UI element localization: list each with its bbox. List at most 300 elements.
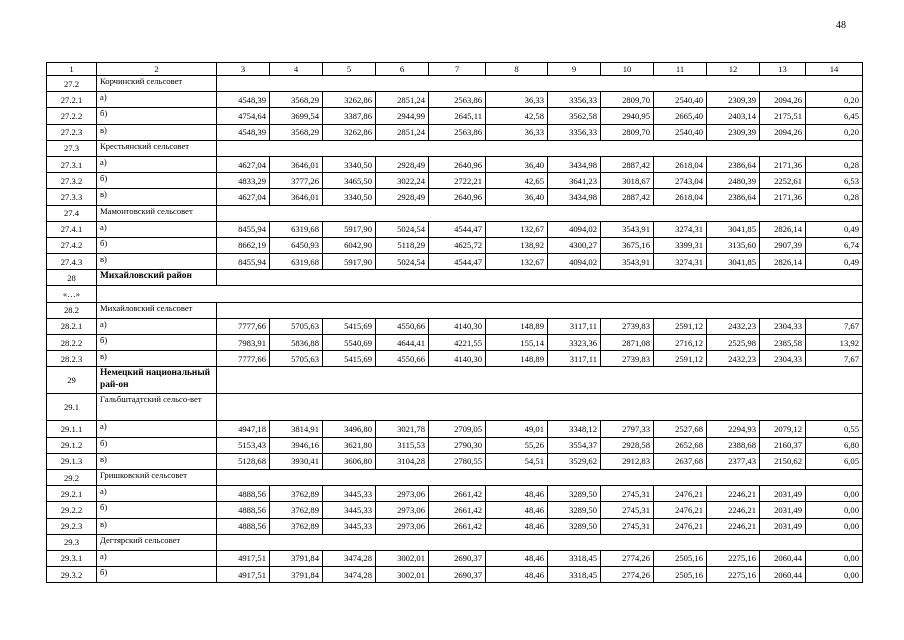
value-cell: 3543,91 xyxy=(601,254,654,270)
section-row-filler xyxy=(217,469,863,485)
row-code: 29.1.2 xyxy=(47,437,97,453)
table-row xyxy=(47,518,863,534)
value-cell: 48,46 xyxy=(486,567,548,583)
table-row xyxy=(47,124,863,140)
value-cell: 5836,88 xyxy=(270,335,323,351)
value-cell: 3777,26 xyxy=(270,173,323,189)
column-number-header: 4 xyxy=(270,63,323,76)
value-cell: 36,33 xyxy=(486,124,548,140)
value-cell: 2716,12 xyxy=(654,335,707,351)
value-cell: 132,67 xyxy=(486,221,548,237)
value-cell: 3117,11 xyxy=(548,351,601,367)
value-cell: 0,00 xyxy=(806,567,863,583)
value-cell: 3445,33 xyxy=(323,518,376,534)
value-cell: 3496,80 xyxy=(323,421,376,437)
value-cell: 49,01 xyxy=(486,421,548,437)
value-cell: 3274,31 xyxy=(654,254,707,270)
value-cell: 4625,72 xyxy=(429,237,486,253)
value-cell: 2171,36 xyxy=(760,156,806,172)
row-code: 28.2.1 xyxy=(47,318,97,334)
value-cell: 5153,43 xyxy=(217,437,270,453)
row-option-letter: а) xyxy=(97,550,217,566)
value-cell: 3646,01 xyxy=(270,189,323,205)
value-cell: 3762,89 xyxy=(270,502,323,518)
value-cell: 2432,23 xyxy=(707,351,760,367)
settlement-name: Крестьянский сельсовет xyxy=(97,140,217,156)
value-cell: 3340,50 xyxy=(323,156,376,172)
value-cell: 5128,68 xyxy=(217,453,270,469)
value-cell: 3474,28 xyxy=(323,550,376,566)
value-cell: 2690,37 xyxy=(429,567,486,583)
table-row xyxy=(47,173,863,189)
value-cell: 2907,39 xyxy=(760,237,806,253)
row-code: 27.3 xyxy=(47,140,97,156)
value-cell: 42,58 xyxy=(486,108,548,124)
section-row-filler xyxy=(217,205,863,221)
value-cell: 3274,31 xyxy=(654,221,707,237)
row-code: 28.2.3 xyxy=(47,351,97,367)
value-cell: 2309,39 xyxy=(707,124,760,140)
table-row xyxy=(47,550,863,566)
section-row xyxy=(47,534,863,550)
value-cell: 6,45 xyxy=(806,108,863,124)
value-cell: 2505,16 xyxy=(654,550,707,566)
table-row xyxy=(47,335,863,351)
column-number-header: 2 xyxy=(97,63,217,76)
row-code: 29.1.1 xyxy=(47,421,97,437)
value-cell: 5415,69 xyxy=(323,351,376,367)
district-row xyxy=(47,270,863,286)
row-code: 28.2.2 xyxy=(47,335,97,351)
row-option-letter: б) xyxy=(97,335,217,351)
value-cell: 2709,05 xyxy=(429,421,486,437)
value-cell: 2476,21 xyxy=(654,518,707,534)
value-cell: 2887,42 xyxy=(601,156,654,172)
value-cell: 155,14 xyxy=(486,335,548,351)
section-row-filler xyxy=(217,394,863,421)
value-cell: 4627,04 xyxy=(217,156,270,172)
value-cell: 4888,56 xyxy=(217,486,270,502)
value-cell: 5705,63 xyxy=(270,318,323,334)
row-code: 27.2 xyxy=(47,76,97,92)
value-cell: 3002,01 xyxy=(376,550,429,566)
value-cell: 2944,99 xyxy=(376,108,429,124)
value-cell: 4888,56 xyxy=(217,518,270,534)
value-cell: 3529,62 xyxy=(548,453,601,469)
value-cell: 3041,85 xyxy=(707,254,760,270)
value-cell: 5024,54 xyxy=(376,221,429,237)
row-code: 27.4.2 xyxy=(47,237,97,253)
value-cell: 6450,93 xyxy=(270,237,323,253)
row-option-letter: а) xyxy=(97,421,217,437)
value-cell: 2780,55 xyxy=(429,453,486,469)
section-row xyxy=(47,140,863,156)
value-cell: 2618,04 xyxy=(654,189,707,205)
row-code: 29 xyxy=(47,367,97,394)
value-cell: 6,80 xyxy=(806,437,863,453)
value-cell: 3814,91 xyxy=(270,421,323,437)
value-cell: 3646,01 xyxy=(270,156,323,172)
value-cell: 2525,98 xyxy=(707,335,760,351)
row-code: «…» xyxy=(47,286,97,302)
value-cell: 55,26 xyxy=(486,437,548,453)
row-option-letter: в) xyxy=(97,351,217,367)
value-cell: 3348,12 xyxy=(548,421,601,437)
district-name: Немецкий национальный рай-он xyxy=(97,367,217,394)
value-cell: 2246,21 xyxy=(707,486,760,502)
value-cell: 2640,96 xyxy=(429,156,486,172)
value-cell: 7,67 xyxy=(806,318,863,334)
value-cell: 2826,14 xyxy=(760,254,806,270)
value-cell: 6,74 xyxy=(806,237,863,253)
page-number: 48 xyxy=(836,20,846,31)
value-cell: 4300,27 xyxy=(548,237,601,253)
value-cell: 3762,89 xyxy=(270,486,323,502)
value-cell: 4140,30 xyxy=(429,351,486,367)
value-cell: 2094,26 xyxy=(760,92,806,108)
value-cell: 2928,49 xyxy=(376,156,429,172)
row-option-letter: в) xyxy=(97,254,217,270)
row-option-letter: б) xyxy=(97,567,217,583)
column-number-header: 11 xyxy=(654,63,707,76)
column-number-header: 3 xyxy=(217,63,270,76)
value-cell: 2739,83 xyxy=(601,318,654,334)
row-code: 29.3 xyxy=(47,534,97,550)
value-cell: 2060,44 xyxy=(760,567,806,583)
value-cell: 2294,93 xyxy=(707,421,760,437)
column-number-header: 8 xyxy=(486,63,548,76)
value-cell: 2031,49 xyxy=(760,486,806,502)
column-number-header: 10 xyxy=(601,63,654,76)
value-cell: 2851,24 xyxy=(376,92,429,108)
value-cell: 3606,80 xyxy=(323,453,376,469)
value-cell: 2661,42 xyxy=(429,518,486,534)
value-cell: 2652,68 xyxy=(654,437,707,453)
value-cell: 3399,31 xyxy=(654,237,707,253)
table-header-row xyxy=(47,63,863,76)
value-cell: 2745,31 xyxy=(601,518,654,534)
row-option-letter: а) xyxy=(97,156,217,172)
value-cell: 3445,33 xyxy=(323,486,376,502)
value-cell: 3791,84 xyxy=(270,567,323,583)
table-row xyxy=(47,318,863,334)
value-cell: 3699,54 xyxy=(270,108,323,124)
value-cell: 2540,40 xyxy=(654,92,707,108)
settlement-name: Гальбштадтский сельсо-вет xyxy=(97,394,217,421)
value-cell: 2851,24 xyxy=(376,124,429,140)
row-option-letter: в) xyxy=(97,189,217,205)
value-cell: 2887,42 xyxy=(601,189,654,205)
value-cell: 2377,43 xyxy=(707,453,760,469)
value-cell: 6042,90 xyxy=(323,237,376,253)
row-option-letter: а) xyxy=(97,92,217,108)
value-cell: 2912,83 xyxy=(601,453,654,469)
column-number-header: 9 xyxy=(548,63,601,76)
settlement-name: Мамонтовский сельсовет xyxy=(97,205,217,221)
row-code: 28.2 xyxy=(47,302,97,318)
value-cell: 4544,47 xyxy=(429,254,486,270)
column-number-header: 6 xyxy=(376,63,429,76)
section-row-filler xyxy=(217,76,863,92)
value-cell: 7777,66 xyxy=(217,351,270,367)
row-code: 29.2.1 xyxy=(47,486,97,502)
value-cell: 2403,14 xyxy=(707,108,760,124)
value-cell: 5917,90 xyxy=(323,221,376,237)
value-cell: 2871,08 xyxy=(601,335,654,351)
row-code: 29.2.2 xyxy=(47,502,97,518)
value-cell: 2476,21 xyxy=(654,502,707,518)
ellipsis-row xyxy=(47,286,863,302)
value-cell: 0,49 xyxy=(806,221,863,237)
value-cell: 0,00 xyxy=(806,502,863,518)
value-cell: 48,46 xyxy=(486,518,548,534)
row-code: 27.3.3 xyxy=(47,189,97,205)
value-cell: 3434,98 xyxy=(548,189,601,205)
value-cell: 3117,11 xyxy=(548,318,601,334)
value-cell: 2661,42 xyxy=(429,502,486,518)
value-cell: 2160,37 xyxy=(760,437,806,453)
value-cell: 0,00 xyxy=(806,486,863,502)
value-cell: 4548,39 xyxy=(217,92,270,108)
value-cell: 2563,86 xyxy=(429,92,486,108)
value-cell: 36,33 xyxy=(486,92,548,108)
table-row xyxy=(47,453,863,469)
value-cell: 2690,37 xyxy=(429,550,486,566)
value-cell: 36,40 xyxy=(486,189,548,205)
value-cell: 4754,64 xyxy=(217,108,270,124)
value-cell: 2809,70 xyxy=(601,92,654,108)
value-cell: 2743,04 xyxy=(654,173,707,189)
value-cell: 4548,39 xyxy=(217,124,270,140)
value-cell: 2476,21 xyxy=(654,486,707,502)
value-cell: 8455,94 xyxy=(217,221,270,237)
value-cell: 2640,96 xyxy=(429,189,486,205)
row-code: 27.4.3 xyxy=(47,254,97,270)
value-cell: 2246,21 xyxy=(707,502,760,518)
value-cell: 2386,64 xyxy=(707,156,760,172)
value-cell: 2973,06 xyxy=(376,486,429,502)
value-cell: 0,20 xyxy=(806,124,863,140)
value-cell: 3104,28 xyxy=(376,453,429,469)
value-cell: 48,46 xyxy=(486,502,548,518)
row-option-letter: б) xyxy=(97,502,217,518)
table-row xyxy=(47,92,863,108)
value-cell: 5705,63 xyxy=(270,351,323,367)
section-row xyxy=(47,205,863,221)
value-cell: 2774,26 xyxy=(601,567,654,583)
value-cell: 3568,29 xyxy=(270,124,323,140)
value-cell: 2031,49 xyxy=(760,502,806,518)
section-row-filler xyxy=(217,367,863,394)
table-row xyxy=(47,351,863,367)
section-row-filler xyxy=(217,534,863,550)
section-row-filler xyxy=(217,302,863,318)
value-cell: 3262,86 xyxy=(323,124,376,140)
value-cell: 3568,29 xyxy=(270,92,323,108)
value-cell: 2790,30 xyxy=(429,437,486,453)
value-cell: 54,51 xyxy=(486,453,548,469)
value-cell: 138,92 xyxy=(486,237,548,253)
value-cell: 2540,40 xyxy=(654,124,707,140)
section-row xyxy=(47,469,863,485)
value-cell: 5415,69 xyxy=(323,318,376,334)
value-cell: 2385,58 xyxy=(760,335,806,351)
value-cell: 2665,40 xyxy=(654,108,707,124)
column-number-header: 1 xyxy=(47,63,97,76)
value-cell: 2591,12 xyxy=(654,351,707,367)
value-cell: 2809,70 xyxy=(601,124,654,140)
value-cell: 3022,24 xyxy=(376,173,429,189)
value-cell: 2591,12 xyxy=(654,318,707,334)
settlement-name: Дегтярский сельсовет xyxy=(97,534,217,550)
row-option-letter: б) xyxy=(97,173,217,189)
row-option-letter: в) xyxy=(97,518,217,534)
value-cell: 7983,91 xyxy=(217,335,270,351)
column-number-header: 5 xyxy=(323,63,376,76)
value-cell: 4094,02 xyxy=(548,221,601,237)
value-cell: 2928,58 xyxy=(601,437,654,453)
row-code: 29.2 xyxy=(47,469,97,485)
section-row xyxy=(47,394,863,421)
value-cell: 2386,64 xyxy=(707,189,760,205)
settlement-name: Гришковский сельсовет xyxy=(97,469,217,485)
value-cell: 3554,37 xyxy=(548,437,601,453)
value-cell: 3041,85 xyxy=(707,221,760,237)
value-cell: 2175,51 xyxy=(760,108,806,124)
row-code: 27.4 xyxy=(47,205,97,221)
table-row xyxy=(47,189,863,205)
value-cell: 4140,30 xyxy=(429,318,486,334)
value-cell: 3641,23 xyxy=(548,173,601,189)
value-cell: 2505,16 xyxy=(654,567,707,583)
table-body xyxy=(47,63,863,583)
value-cell: 3356,33 xyxy=(548,92,601,108)
table-row xyxy=(47,567,863,583)
value-cell: 13,92 xyxy=(806,335,863,351)
value-cell: 6,05 xyxy=(806,453,863,469)
value-cell: 0,20 xyxy=(806,92,863,108)
row-code: 27.2.2 xyxy=(47,108,97,124)
value-cell: 2480,39 xyxy=(707,173,760,189)
value-cell: 2797,33 xyxy=(601,421,654,437)
table-row xyxy=(47,486,863,502)
table-row xyxy=(47,221,863,237)
column-number-header: 13 xyxy=(760,63,806,76)
value-cell: 2388,68 xyxy=(707,437,760,453)
value-cell: 2618,04 xyxy=(654,156,707,172)
value-cell: 0,00 xyxy=(806,550,863,566)
value-cell: 3115,53 xyxy=(376,437,429,453)
row-option-letter: а) xyxy=(97,221,217,237)
value-cell: 3021,78 xyxy=(376,421,429,437)
tariff-table xyxy=(46,62,863,583)
value-cell: 4917,51 xyxy=(217,567,270,583)
value-cell: 8455,94 xyxy=(217,254,270,270)
value-cell: 2432,23 xyxy=(707,318,760,334)
table-row xyxy=(47,437,863,453)
value-cell: 3445,33 xyxy=(323,502,376,518)
value-cell: 3543,91 xyxy=(601,221,654,237)
section-row-filler xyxy=(217,270,863,286)
row-code: 29.1 xyxy=(47,394,97,421)
value-cell: 148,89 xyxy=(486,351,548,367)
table-row xyxy=(47,502,863,518)
table-row xyxy=(47,421,863,437)
value-cell: 2246,21 xyxy=(707,518,760,534)
value-cell: 3474,28 xyxy=(323,567,376,583)
value-cell: 3434,98 xyxy=(548,156,601,172)
value-cell: 4094,02 xyxy=(548,254,601,270)
row-code: 29.3.1 xyxy=(47,550,97,566)
value-cell: 7,67 xyxy=(806,351,863,367)
value-cell: 2645,11 xyxy=(429,108,486,124)
value-cell: 2774,26 xyxy=(601,550,654,566)
row-code: 27.3.1 xyxy=(47,156,97,172)
value-cell: 2031,49 xyxy=(760,518,806,534)
value-cell: 4550,66 xyxy=(376,318,429,334)
value-cell: 4544,47 xyxy=(429,221,486,237)
value-cell: 2079,12 xyxy=(760,421,806,437)
row-code: 29.1.3 xyxy=(47,453,97,469)
value-cell: 3289,50 xyxy=(548,502,601,518)
value-cell: 36,40 xyxy=(486,156,548,172)
row-code: 27.2.1 xyxy=(47,92,97,108)
table-row xyxy=(47,156,863,172)
value-cell: 2527,68 xyxy=(654,421,707,437)
value-cell: 5024,54 xyxy=(376,254,429,270)
value-cell: 6,53 xyxy=(806,173,863,189)
column-number-header: 12 xyxy=(707,63,760,76)
value-cell: 3791,84 xyxy=(270,550,323,566)
value-cell: 3930,41 xyxy=(270,453,323,469)
value-cell: 4627,04 xyxy=(217,189,270,205)
row-code: 27.2.3 xyxy=(47,124,97,140)
value-cell: 2304,33 xyxy=(760,351,806,367)
value-cell: 6319,68 xyxy=(270,221,323,237)
value-cell: 48,46 xyxy=(486,486,548,502)
value-cell: 2275,16 xyxy=(707,567,760,583)
value-cell: 2252,61 xyxy=(760,173,806,189)
value-cell: 2563,86 xyxy=(429,124,486,140)
value-cell: 3762,89 xyxy=(270,518,323,534)
row-option-letter: б) xyxy=(97,237,217,253)
value-cell: 2309,39 xyxy=(707,92,760,108)
value-cell: 3135,60 xyxy=(707,237,760,253)
value-cell: 6319,68 xyxy=(270,254,323,270)
row-option-letter: а) xyxy=(97,486,217,502)
value-cell: 2940,95 xyxy=(601,108,654,124)
value-cell: 4221,55 xyxy=(429,335,486,351)
row-code: 28 xyxy=(47,270,97,286)
section-row xyxy=(47,76,863,92)
row-code: 27.4.1 xyxy=(47,221,97,237)
value-cell: 2661,42 xyxy=(429,486,486,502)
value-cell: 2928,49 xyxy=(376,189,429,205)
value-cell: 132,67 xyxy=(486,254,548,270)
value-cell: 0,55 xyxy=(806,421,863,437)
column-number-header: 14 xyxy=(806,63,863,76)
value-cell: 3018,67 xyxy=(601,173,654,189)
value-cell: 3262,86 xyxy=(323,92,376,108)
value-cell: 0,49 xyxy=(806,254,863,270)
row-option-letter: в) xyxy=(97,453,217,469)
value-cell: 2722,21 xyxy=(429,173,486,189)
table-row xyxy=(47,237,863,253)
value-cell: 0,00 xyxy=(806,518,863,534)
value-cell: 0,28 xyxy=(806,156,863,172)
row-code: 27.3.2 xyxy=(47,173,97,189)
settlement-name: Корчинский сельсовет xyxy=(97,76,217,92)
